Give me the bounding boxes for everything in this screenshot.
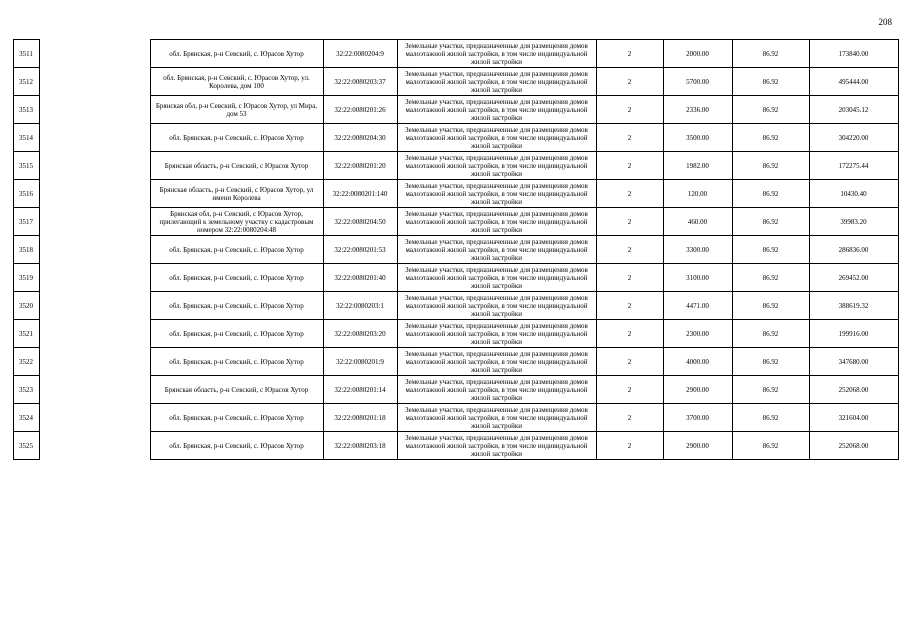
specific-value-cell [732, 68, 809, 96]
area-cell [663, 320, 732, 348]
category-code-text: 2 [627, 441, 632, 450]
row-number-text: 3513 [19, 105, 33, 114]
land-use-text: Земельные участки, предназначенные для размещения домов малоэтажной жилой застройки, в том числе индивидуальной жилой застройки [405, 209, 588, 234]
area-cell [663, 68, 732, 96]
address-text: Брянская область, р-н Севский, с Юрасов Хутор, ул имени Королева [159, 185, 314, 202]
specific-value-cell [732, 96, 809, 124]
area-text: 4000.00 [686, 357, 709, 366]
cadastral-number-text: 32:22:0080204:9 [336, 49, 384, 58]
cadastral-number-cell [323, 96, 397, 124]
area-cell [663, 180, 732, 208]
address-text: обл. Брянская, р-н Севский, с. Юрасов Хутор [169, 329, 304, 338]
category-code-cell [596, 348, 663, 376]
left-margin [0, 376, 13, 404]
area-cell [663, 152, 732, 180]
land-use-text: Земельные участки, предназначенные для размещения домов малоэтажной жилой застройки, в том числе индивидуальной жилой застройки [405, 265, 588, 290]
cadastral-value-text: 286836.00 [838, 245, 869, 254]
cadastral-value-cell [809, 264, 898, 292]
row-number-cell [13, 124, 39, 152]
row-number-cell [13, 40, 39, 68]
land-use-cell [397, 264, 596, 292]
row-number-text: 3524 [19, 413, 33, 422]
gap-cell [39, 348, 150, 376]
specific-value-text: 86.92 [762, 49, 779, 58]
row-number-cell [13, 208, 39, 236]
specific-value-text: 86.92 [762, 245, 779, 254]
area-cell [663, 348, 732, 376]
land-use-text: Земельные участки, предназначенные для размещения домов малоэтажной жилой застройки, в том числе индивидуальной жилой застройки [405, 433, 588, 458]
category-code-text: 2 [627, 189, 632, 198]
area-text: 2000.00 [686, 49, 709, 58]
land-use-cell [397, 348, 596, 376]
cadastral-value-text: 172275.44 [838, 161, 869, 170]
category-code-cell [596, 152, 663, 180]
left-margin [0, 432, 13, 460]
row-number-cell [13, 320, 39, 348]
cadastral-number-text: 32:22:0080203:20 [334, 329, 386, 338]
cadastral-value-cell [809, 376, 898, 404]
row-number-cell [13, 264, 39, 292]
area-cell [663, 264, 732, 292]
land-use-text: Земельные участки, предназначенные для размещения домов малоэтажной жилой застройки, в том числе индивидуальной жилой застройки [405, 97, 588, 122]
cadastral-number-text: 32:22:0080204:30 [334, 133, 386, 142]
category-code-cell [596, 404, 663, 432]
land-use-text: Земельные участки, предназначенные для размещения домов малоэтажной жилой застройки, в том числе индивидуальной жилой застройки [405, 405, 588, 430]
cadastral-value-cell [809, 152, 898, 180]
land-use-cell [397, 404, 596, 432]
cadastral-number-text: 32:22:0080203:18 [334, 441, 386, 450]
cadastral-value-cell [809, 68, 898, 96]
area-cell [663, 96, 732, 124]
specific-value-text: 86.92 [762, 413, 779, 422]
area-cell [663, 208, 732, 236]
category-code-cell [596, 376, 663, 404]
cadastral-value-text: 269452.00 [838, 273, 869, 282]
cadastral-value-text: 203045.12 [838, 105, 869, 114]
land-use-cell [397, 180, 596, 208]
cadastral-number-text: 32:22:0080201:140 [332, 189, 388, 198]
specific-value-text: 86.92 [762, 357, 779, 366]
area-cell [663, 404, 732, 432]
area-text: 2336.00 [686, 105, 709, 114]
left-margin [0, 320, 13, 348]
specific-value-text: 86.92 [762, 133, 779, 142]
table-row [0, 376, 898, 404]
specific-value-text: 86.92 [762, 161, 779, 170]
address-cell [150, 96, 323, 124]
cadastral-value-text: 495444.00 [838, 77, 869, 86]
row-number-text: 3511 [19, 49, 33, 58]
area-text: 3300.00 [686, 245, 709, 254]
land-use-cell [397, 96, 596, 124]
area-text: 120.00 [687, 189, 708, 198]
area-text: 3100.00 [686, 273, 709, 282]
cadastral-value-text: 173840.00 [838, 49, 869, 58]
cadastral-value-text: 252068.00 [838, 441, 869, 450]
left-margin [0, 292, 13, 320]
category-code-cell [596, 432, 663, 460]
address-text: Брянская обл, р-н Севский, с Юрасов Хутор, прилегающий к земельному участку с кадастровым номером 32:22:0080204:48 [159, 209, 314, 234]
cadastral-number-text: 32:22:0080204:50 [334, 217, 386, 226]
table-body [0, 40, 898, 460]
area-cell [663, 40, 732, 68]
address-text: обл. Брянская, р-н Севский, с. Юрасов Хутор, ул. Королева, дом 100 [163, 73, 310, 90]
row-number-text: 3512 [19, 77, 33, 86]
row-number-text: 3515 [19, 161, 33, 170]
category-code-cell [596, 208, 663, 236]
address-cell [150, 264, 323, 292]
table-row [0, 236, 898, 264]
land-use-cell [397, 152, 596, 180]
specific-value-cell [732, 208, 809, 236]
specific-value-cell [732, 404, 809, 432]
cadastral-number-text: 32:22:0080201:40 [334, 273, 386, 282]
gap-cell [39, 68, 150, 96]
gap-cell [39, 320, 150, 348]
row-number-text: 3523 [19, 385, 33, 394]
left-margin [0, 264, 13, 292]
cadastral-number-text: 32:22:0080203:1 [336, 301, 384, 310]
cadastral-value-cell [809, 292, 898, 320]
page-number: 208 [878, 17, 892, 27]
row-number-text: 3519 [19, 273, 33, 282]
row-number-cell [13, 292, 39, 320]
category-code-text: 2 [627, 133, 632, 142]
cadastral-value-text: 10430.40 [840, 189, 867, 198]
address-cell [150, 68, 323, 96]
address-cell [150, 320, 323, 348]
row-number-cell [13, 180, 39, 208]
gap-cell [39, 96, 150, 124]
cadastral-number-cell [323, 320, 397, 348]
row-number-cell [13, 236, 39, 264]
specific-value-text: 86.92 [762, 217, 779, 226]
address-cell [150, 180, 323, 208]
cadastral-value-cell [809, 320, 898, 348]
area-text: 2300.00 [686, 329, 709, 338]
cadastral-value-text: 39983.20 [840, 217, 867, 226]
table-row [0, 68, 898, 96]
specific-value-text: 86.92 [762, 441, 779, 450]
row-number-cell [13, 432, 39, 460]
cadastral-number-cell [323, 264, 397, 292]
gap-cell [39, 404, 150, 432]
left-margin [0, 152, 13, 180]
address-text: Брянская область, р-н Севский, с Юрасов Хутор [164, 161, 309, 170]
land-use-text: Земельные участки, предназначенные для размещения домов малоэтажной жилой застройки, в том числе индивидуальной жилой застройки [405, 237, 588, 262]
row-number-text: 3516 [19, 189, 33, 198]
land-use-cell [397, 68, 596, 96]
cadastral-value-cell [809, 348, 898, 376]
category-code-cell [596, 96, 663, 124]
address-cell [150, 124, 323, 152]
cadastral-number-cell [323, 404, 397, 432]
gap-cell [39, 376, 150, 404]
row-number-cell [13, 348, 39, 376]
left-margin [0, 180, 13, 208]
cadastral-number-cell [323, 68, 397, 96]
cadastral-number-cell [323, 152, 397, 180]
category-code-cell [596, 320, 663, 348]
category-code-text: 2 [627, 245, 632, 254]
address-text: обл. Брянская, р-н Севский, с. Юрасов Хутор [169, 133, 304, 142]
table-row [0, 348, 898, 376]
specific-value-cell [732, 320, 809, 348]
address-text: обл. Брянская, р-н Севский, с. Юрасов Хутор [169, 413, 304, 422]
cadastral-number-text: 32:22:0080201:18 [334, 413, 386, 422]
specific-value-cell [732, 180, 809, 208]
area-cell [663, 432, 732, 460]
cadastral-value-cell [809, 208, 898, 236]
table-row [0, 96, 898, 124]
cadastral-number-text: 32:22:0080201:14 [334, 385, 386, 394]
land-use-text: Земельные участки, предназначенные для размещения домов малоэтажной жилой застройки, в том числе индивидуальной жилой застройки [405, 153, 588, 178]
address-cell [150, 376, 323, 404]
area-cell [663, 376, 732, 404]
area-text: 3500.00 [686, 133, 709, 142]
land-use-cell [397, 208, 596, 236]
address-text: обл. Брянская, р-н Севский, с. Юрасов Хутор [169, 357, 304, 366]
gap-cell [39, 152, 150, 180]
specific-value-text: 86.92 [762, 105, 779, 114]
specific-value-text: 86.92 [762, 273, 779, 282]
address-cell [150, 152, 323, 180]
left-margin [0, 68, 13, 96]
land-use-text: Земельные участки, предназначенные для размещения домов малоэтажной жилой застройки, в том числе индивидуальной жилой застройки [405, 181, 588, 206]
cadastral-value-text: 252068.00 [838, 385, 869, 394]
cadastral-number-cell [323, 292, 397, 320]
table-row [0, 404, 898, 432]
cadastral-number-cell [323, 376, 397, 404]
row-number-text: 3520 [19, 301, 33, 310]
cadastral-value-text: 304220.00 [838, 133, 869, 142]
gap-cell [39, 40, 150, 68]
land-use-cell [397, 320, 596, 348]
left-margin [0, 348, 13, 376]
category-code-cell [596, 68, 663, 96]
category-code-text: 2 [627, 273, 632, 282]
cadastral-number-text: 32:22:0080201:53 [334, 245, 386, 254]
cadastral-value-cell [809, 124, 898, 152]
row-number-text: 3518 [19, 245, 33, 254]
gap-cell [39, 432, 150, 460]
table-row [0, 124, 898, 152]
category-code-cell [596, 40, 663, 68]
cadastral-number-cell [323, 40, 397, 68]
area-text: 4471.00 [686, 301, 709, 310]
specific-value-cell [732, 40, 809, 68]
cadastral-value-cell [809, 96, 898, 124]
row-number-cell [13, 152, 39, 180]
category-code-text: 2 [627, 217, 632, 226]
area-cell [663, 124, 732, 152]
left-margin [0, 208, 13, 236]
gap-cell [39, 180, 150, 208]
specific-value-text: 86.92 [762, 385, 779, 394]
cadastral-value-cell [809, 236, 898, 264]
address-text: обл. Брянская, р-н Севский, с. Юрасов Хутор [169, 245, 304, 254]
cadastral-value-text: 199916.00 [838, 329, 869, 338]
cadastral-number-text: 32:22:0080201:9 [336, 357, 384, 366]
specific-value-cell [732, 236, 809, 264]
address-cell [150, 208, 323, 236]
row-number-text: 3522 [19, 357, 33, 366]
land-use-text: Земельные участки, предназначенные для размещения домов малоэтажной жилой застройки, в том числе индивидуальной жилой застройки [405, 125, 588, 150]
land-use-text: Земельные участки, предназначенные для размещения домов малоэтажной жилой застройки, в том числе индивидуальной жилой застройки [405, 69, 588, 94]
category-code-text: 2 [627, 49, 632, 58]
gap-cell [39, 236, 150, 264]
table-row [0, 40, 898, 68]
left-margin [0, 124, 13, 152]
address-text: обл. Брянская, р-н Севский, с. Юрасов Хутор [169, 273, 304, 282]
gap-cell [39, 208, 150, 236]
land-use-text: Земельные участки, предназначенные для размещения домов малоэтажной жилой застройки, в том числе индивидуальной жилой застройки [405, 349, 588, 374]
row-number-cell [13, 96, 39, 124]
cadastral-number-cell [323, 208, 397, 236]
row-number-text: 3525 [19, 441, 33, 450]
address-text: Брянская область, р-н Севский, с Юрасов Хутор [164, 385, 309, 394]
gap-cell [39, 292, 150, 320]
specific-value-text: 86.92 [762, 77, 779, 86]
gap-cell [39, 264, 150, 292]
row-number-text: 3517 [19, 217, 33, 226]
area-text: 3700.00 [686, 413, 709, 422]
category-code-text: 2 [627, 385, 632, 394]
address-text: обл. Брянская, р-н Севский, с. Юрасов Хутор [169, 441, 304, 450]
row-number-cell [13, 404, 39, 432]
table-row [0, 152, 898, 180]
specific-value-text: 86.92 [762, 189, 779, 198]
land-use-cell [397, 40, 596, 68]
land-use-text: Земельные участки, предназначенные для размещения домов малоэтажной жилой застройки, в том числе индивидуальной жилой застройки [405, 321, 588, 346]
category-code-cell [596, 264, 663, 292]
category-code-text: 2 [627, 357, 632, 366]
area-text: 460.00 [687, 217, 708, 226]
specific-value-cell [732, 376, 809, 404]
category-code-cell [596, 124, 663, 152]
cadastral-number-cell [323, 432, 397, 460]
cadastral-number-cell [323, 236, 397, 264]
row-number-text: 3514 [19, 133, 33, 142]
address-cell [150, 404, 323, 432]
left-margin [0, 236, 13, 264]
land-use-text: Земельные участки, предназначенные для размещения домов малоэтажной жилой застройки, в том числе индивидуальной жилой застройки [405, 377, 588, 402]
land-use-cell [397, 124, 596, 152]
specific-value-cell [732, 124, 809, 152]
area-text: 2900.00 [686, 441, 709, 450]
address-cell [150, 236, 323, 264]
address-text: обл. Брянская, р-н Севский, с. Юрасов Хутор [169, 49, 304, 58]
area-text: 5700.00 [686, 77, 709, 86]
category-code-cell [596, 180, 663, 208]
table-row [0, 264, 898, 292]
table-row [0, 432, 898, 460]
gap-cell [39, 124, 150, 152]
land-plots-table [0, 39, 899, 460]
address-cell [150, 348, 323, 376]
cadastral-value-cell [809, 40, 898, 68]
land-use-text: Земельные участки, предназначенные для размещения домов малоэтажной жилой застройки, в том числе индивидуальной жилой застройки [405, 293, 588, 318]
specific-value-cell [732, 292, 809, 320]
area-cell [663, 292, 732, 320]
row-number-cell [13, 68, 39, 96]
area-text: 1982.00 [686, 161, 709, 170]
address-text: Брянская обл, р-н Севский, с Юрасов Хутор, ул Мира, дом 53 [155, 101, 318, 118]
cadastral-value-text: 321604.00 [838, 413, 869, 422]
category-code-text: 2 [627, 105, 632, 114]
row-number-text: 3521 [19, 329, 33, 338]
address-cell [150, 432, 323, 460]
cadastral-value-text: 388619.32 [838, 301, 869, 310]
left-margin [0, 96, 13, 124]
specific-value-cell [732, 152, 809, 180]
table-row [0, 320, 898, 348]
category-code-text: 2 [627, 301, 632, 310]
land-use-cell [397, 376, 596, 404]
area-text: 2900.00 [686, 385, 709, 394]
address-cell [150, 40, 323, 68]
cadastral-value-cell [809, 432, 898, 460]
cadastral-value-text: 347680.00 [838, 357, 869, 366]
table-row [0, 208, 898, 236]
land-use-cell [397, 236, 596, 264]
cadastral-value-cell [809, 180, 898, 208]
land-use-cell [397, 292, 596, 320]
cadastral-number-cell [323, 348, 397, 376]
left-margin [0, 40, 13, 68]
category-code-text: 2 [627, 77, 632, 86]
address-cell [150, 292, 323, 320]
category-code-cell [596, 292, 663, 320]
specific-value-text: 86.92 [762, 329, 779, 338]
land-use-text: Земельные участки, предназначенные для размещения домов малоэтажной жилой застройки, в том числе индивидуальной жилой застройки [405, 41, 588, 66]
cadastral-number-text: 32:22:0080203:37 [334, 77, 386, 86]
specific-value-text: 86.92 [762, 301, 779, 310]
specific-value-cell [732, 348, 809, 376]
specific-value-cell [732, 264, 809, 292]
cadastral-number-text: 32:22:0080201:20 [334, 161, 386, 170]
category-code-text: 2 [627, 329, 632, 338]
land-use-cell [397, 432, 596, 460]
category-code-cell [596, 236, 663, 264]
category-code-text: 2 [627, 161, 632, 170]
table-row [0, 292, 898, 320]
cadastral-number-text: 32:22:0080201:26 [334, 105, 386, 114]
cadastral-number-cell [323, 180, 397, 208]
table-row [0, 180, 898, 208]
address-text: обл. Брянская, р-н Севский, с. Юрасов Хутор [169, 301, 304, 310]
category-code-text: 2 [627, 413, 632, 422]
area-cell [663, 236, 732, 264]
cadastral-value-cell [809, 404, 898, 432]
specific-value-cell [732, 432, 809, 460]
cadastral-number-cell [323, 124, 397, 152]
row-number-cell [13, 376, 39, 404]
left-margin [0, 404, 13, 432]
